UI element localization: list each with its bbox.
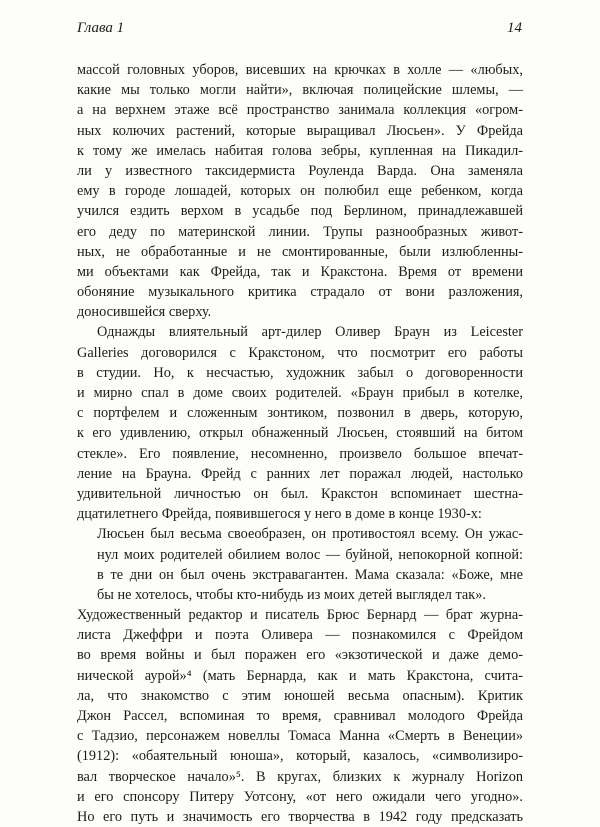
text-line: листа Джеффри и поэта Оливера — познакомился с Фрейдом <box>77 627 523 644</box>
text-line: ных колючих растений, которые выращивал Люсьен». У Фрейда <box>77 122 523 139</box>
text-line: обоняние музыкального критика страдало от вони разложения, <box>77 284 523 301</box>
paragraph <box>77 60 523 322</box>
text-line: его деду по материнской линии. Трупы разнообразных живот- <box>77 223 523 240</box>
text-line: вал творческое начало»⁵. В кругах, близких к журналу Horizon <box>77 768 523 785</box>
text-line: а на верхнем этаже всё пространство занимала коллекция «огром- <box>77 102 523 119</box>
text-line: нул моих родителей обилием волос — буйной, непокорной копной: <box>97 546 523 563</box>
running-head-chapter: Глава 1 <box>77 20 125 36</box>
text-line: Но его путь и значимость его творчества в 1942 году предсказать <box>77 808 523 825</box>
text-line: ла, что знакомство с этим юношей весьма опасным). Критик <box>77 687 523 704</box>
text-line: (1912): «обаятельный юноша», который, казалось, «символизиро- <box>77 748 523 765</box>
text-line: во время войны и был поражен его «экзотической и даже демо- <box>77 647 523 664</box>
text-line: Однажды влиятельный арт-дилер Оливер Браун из Leicester <box>97 324 523 341</box>
text-line: массой головных уборов, висевших на крючках в холле — «любых, <box>77 62 523 78</box>
text-line: ных, не обработанные и не смонтированные, были излюбленны- <box>77 243 523 260</box>
text-line: бы не хотелось, чтобы кто-нибудь из моих детей выглядел так». <box>97 586 486 603</box>
text-line: доносившейся сверху. <box>77 304 212 321</box>
text-line: и его спонсору Питеру Уотсону, «от него ожидали чего угодно». <box>77 788 523 805</box>
text-line: Люсьен был весьма своеобразен, он противостоял всему. Он ужас- <box>97 526 523 543</box>
text-line: к его удивлению, открыл обнаженный Люсьен, стоявший на битом <box>77 425 523 442</box>
text-line: Художественный редактор и писатель Брюс Бернард — брат журна- <box>77 607 523 624</box>
paragraph <box>77 605 523 827</box>
text-line: удивительной личностью он был. Кракстон вспоминает шестна- <box>77 485 523 502</box>
text-line: в те дни он был очень экстравагантен. Мама сказала: «Боже, мне <box>97 566 523 583</box>
text-line: ли у известного таксидермиста Роуленда Варда. Она заменяла <box>77 162 523 179</box>
paragraph <box>77 322 523 524</box>
text-line: ему в городе лошадей, которых он полюбил еще ребенком, когда <box>77 183 523 200</box>
text-line: в студии. Но, к несчастью, художник забыл о договоренности <box>77 364 523 381</box>
text-line: Galleries договорился с Кракстоном, что посмотрит его работы <box>77 344 523 361</box>
text-line: с Тадзио, персонажем новеллы Томаса Манна «Смерть в Венеции» <box>77 728 523 745</box>
block-quote <box>77 524 523 605</box>
text-line: к тому же имелась набитая голова зебры, купленная на Пикадил- <box>77 142 523 159</box>
text-line: учился ездить верхом в усадьбе под Берлином, принадлежавшей <box>77 203 523 220</box>
text-line: ми объектами как Фрейда, так и Кракстона. Время от времени <box>77 263 523 280</box>
text-line: стекле». Его появление, несомненно, произвело большое впечат- <box>77 445 523 462</box>
text-line: какие мы только могли найти», включая полицейские шлемы, — <box>77 82 523 99</box>
text-line: Джон Рассел, вспоминая то время, сравнивал молодого Фрейда <box>77 708 523 724</box>
text-line: нической аурой»⁴ (мать Бернарда, как и мать Кракстона, счита- <box>77 667 523 684</box>
text-line: с портфелем и сложенным зонтиком, позвонил в дверь, которую, <box>77 405 523 422</box>
text-line: ление на Брауна. Фрейд с ранних лет поражал людей, настолько <box>77 465 523 482</box>
text-line: и мирно спал в доме своих родителей. «Браун прибыл в котелке, <box>77 385 523 401</box>
page-number: 14 <box>507 20 522 36</box>
text-line: дцатилетнего Фрейда, появившегося у него в доме в конце 1930-х: <box>77 506 482 523</box>
body-text <box>77 60 523 827</box>
